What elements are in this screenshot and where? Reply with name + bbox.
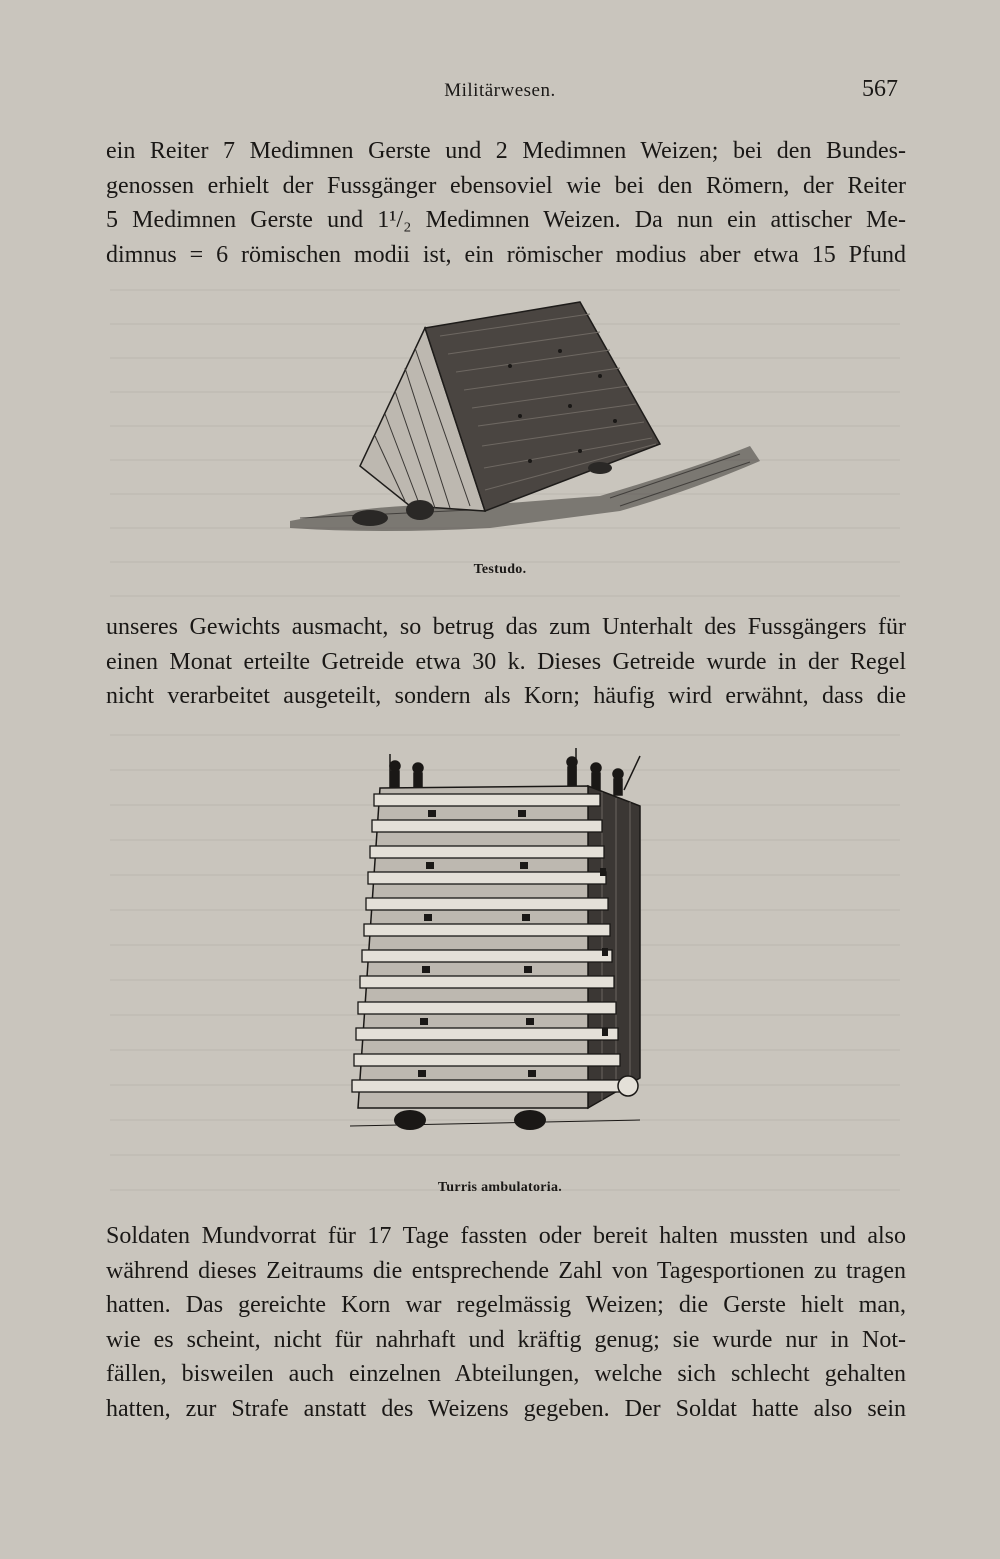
text-line: fällen, bisweilen auch einzelnen Abteilungen, welche sich schlecht gehalten <box>106 1361 906 1387</box>
paragraph-1 <box>106 134 906 272</box>
text-line: genossen erhielt der Fussgänger ebensoviel wie bei den Römern, der Reiter <box>106 172 906 199</box>
text-line: wie es scheint, nicht für nahrhaft und kräftig genug; sie wurde nur in Not- <box>106 1326 906 1353</box>
page-number: 567 <box>862 76 898 102</box>
text-line: einen Monat erteilte Getreide etwa 30 k. Dieses Getreide wurde in der Regel <box>106 648 906 675</box>
text-line: Soldaten Mundvorrat für 17 Tage fassten oder bereit halten mussten und also <box>106 1223 906 1249</box>
text-line: ein Reiter 7 Medimnen Gerste und 2 Medimnen Weizen; bei den Bundes- <box>106 138 906 164</box>
figure-caption-turris: Turris ambulatoria. <box>437 1180 563 1195</box>
figure-caption-testudo: Testudo. <box>473 562 527 577</box>
text-line: hatten. Das gereichte Korn war regelmässig Weizen; die Gerste hielt man, <box>106 1292 906 1318</box>
text-line: hatten, zur Strafe anstatt des Weizens gegeben. Der Soldat hatte also sein <box>106 1395 906 1422</box>
text-line: während dieses Zeitraums die entsprechende Zahl von Tagesportionen zu tragen <box>106 1257 906 1284</box>
paragraph-2 <box>106 610 906 714</box>
text-line: nicht verarbeitet ausgeteilt, sondern als Korn; häufig wird erwähnt, dass die <box>106 683 906 709</box>
text-line: dimnus = 6 römischen modii ist, ein römischer modius aber etwa 15 Pfund <box>106 241 906 268</box>
paragraph-3 <box>106 1219 906 1426</box>
running-header: Militärwesen. <box>444 80 556 101</box>
text-line: 5 Medimnen Gerste und 1¹/₂ Medimnen Weizen. Da nun ein attischer Me- <box>106 207 906 233</box>
testudo-illustration <box>270 296 770 536</box>
text-line: unseres Gewichts ausmacht, so betrug das zum Unterhalt des Fussgängers für <box>106 614 906 640</box>
turris-ambulatoria-illustration <box>340 748 660 1168</box>
